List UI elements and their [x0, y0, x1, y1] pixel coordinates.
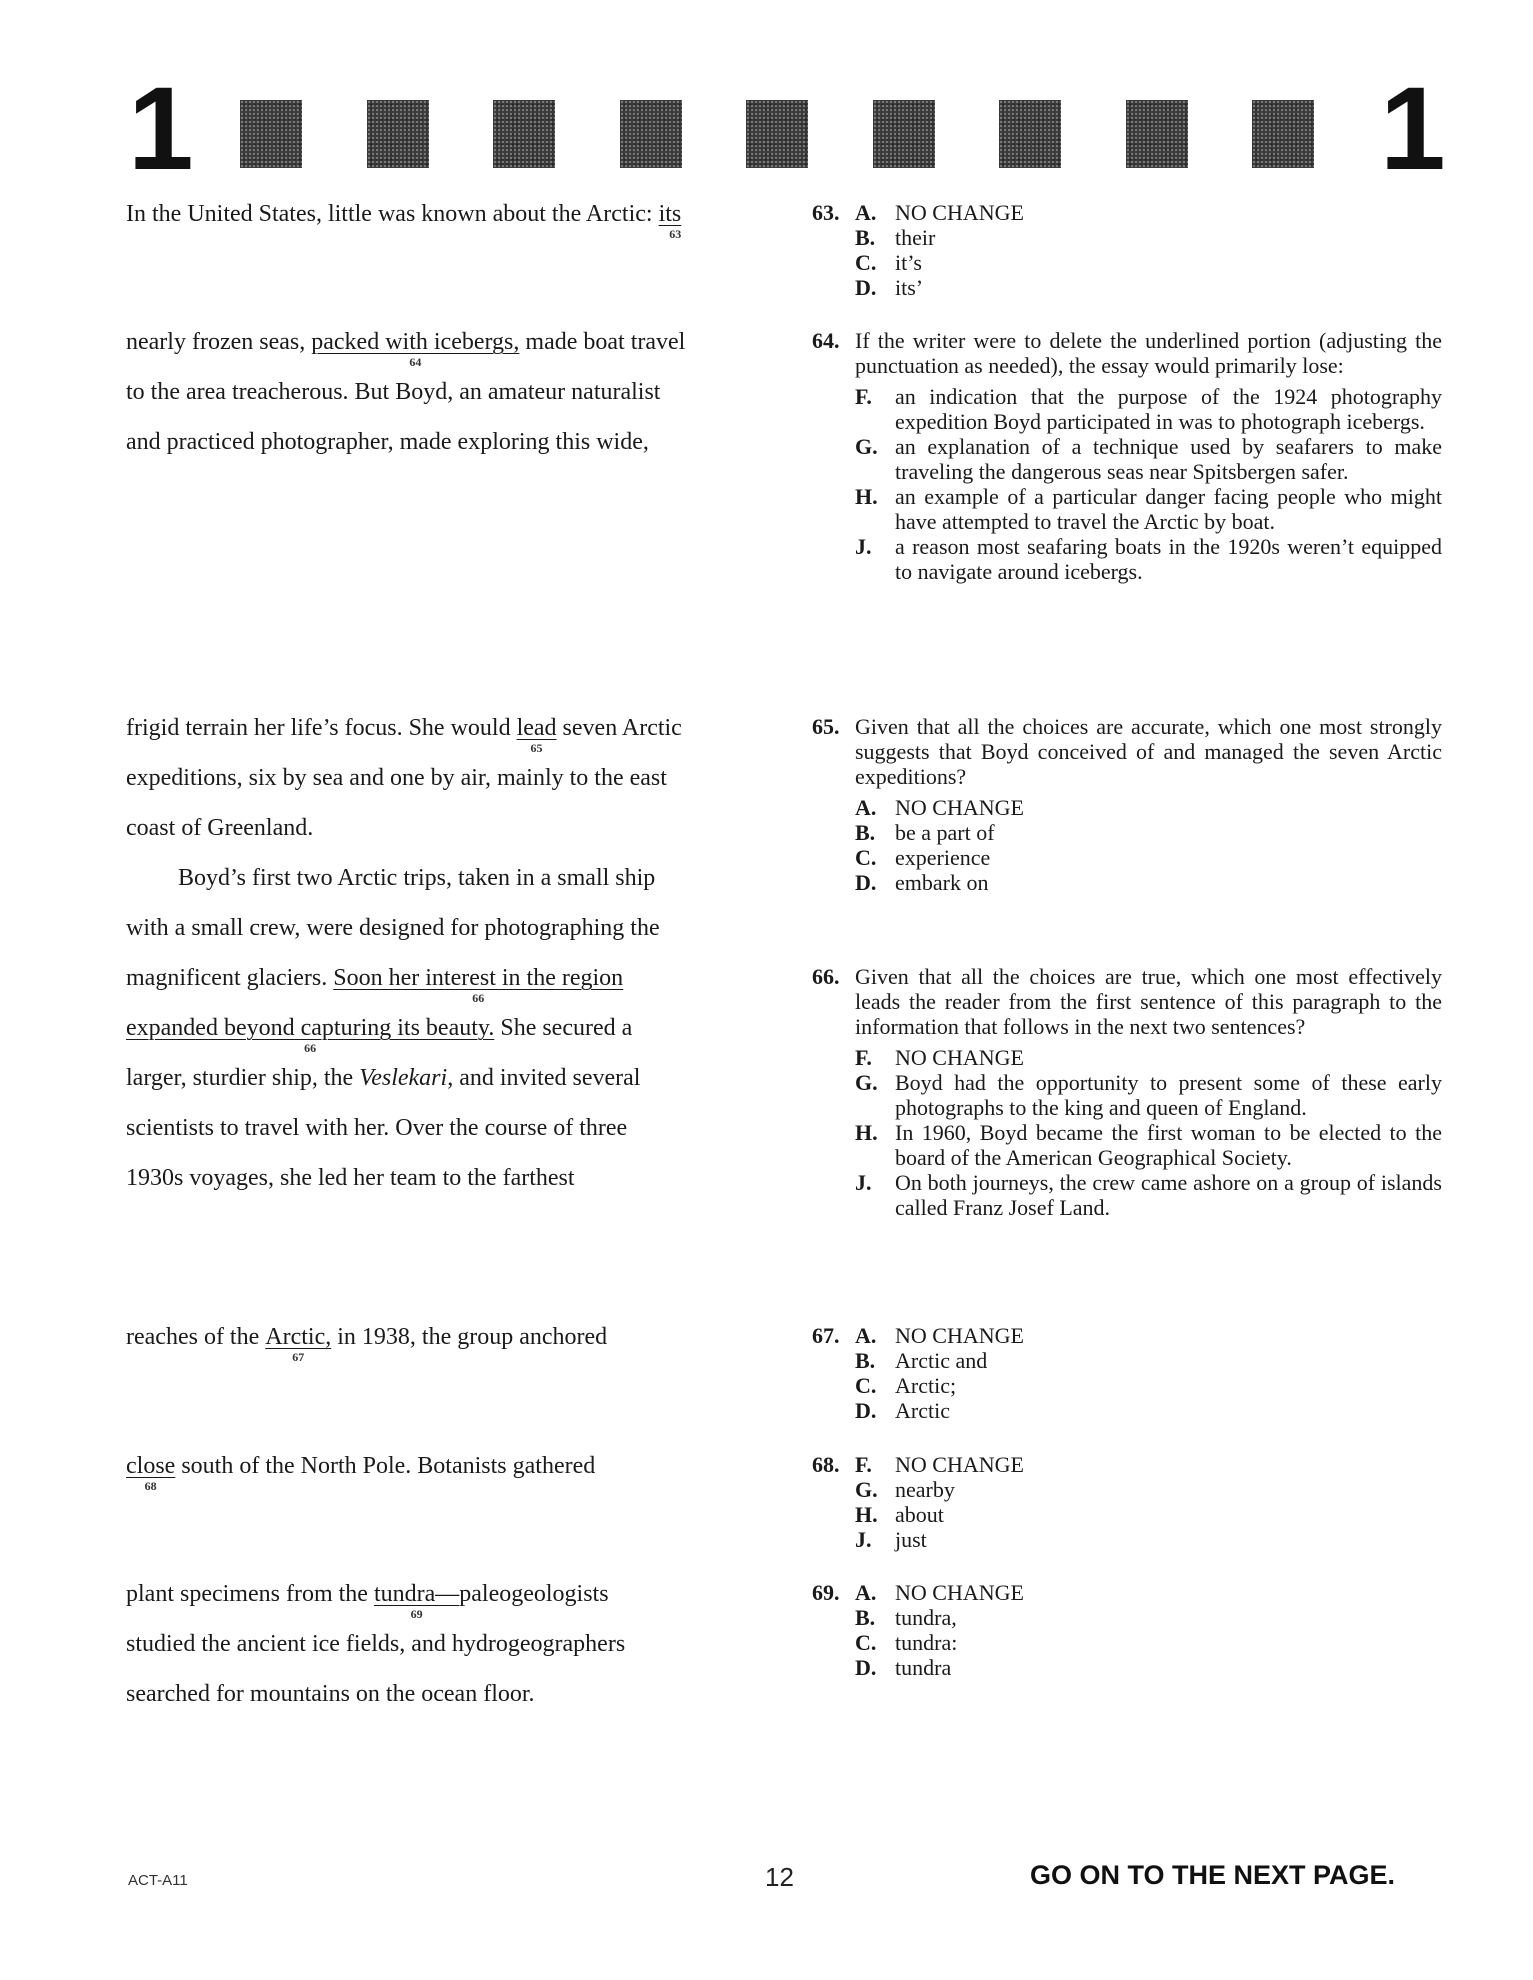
option-letter: G. [855, 434, 878, 459]
option-text: Arctic [895, 1398, 950, 1423]
answer-option-b[interactable] [855, 1348, 1442, 1373]
underlined-portion-65 [516, 714, 557, 755]
option-letter: H. [855, 1502, 878, 1527]
underlined-text: packed with icebergs, [311, 329, 520, 355]
question-ref-66: 66 [472, 991, 485, 1005]
option-letter: B. [855, 820, 876, 845]
answer-options [855, 384, 1442, 584]
option-text: be a part of [895, 820, 995, 845]
option-text: tundra [895, 1655, 952, 1680]
answer-option-d[interactable] [855, 870, 1442, 895]
question-ref-66: 66 [304, 1041, 317, 1055]
question-number: 66. [812, 964, 840, 989]
question-number: 67. [812, 1323, 840, 1348]
answer-option-d[interactable] [855, 275, 1442, 300]
passage-line [126, 1580, 609, 1621]
option-text: On both journeys, the crew came ashore on a group of islands called Franz Josef Land. [895, 1170, 1442, 1220]
option-letter: C. [855, 250, 877, 275]
option-letter: J. [855, 1527, 872, 1552]
question-65 [812, 714, 1442, 895]
option-letter: F. [855, 384, 872, 409]
passage-line: Boyd’s first two Arctic trips, taken in a small ship [178, 865, 656, 891]
underlined-portion-63 [658, 200, 682, 241]
ship-name: Veslekari [359, 1065, 448, 1091]
question-69 [812, 1580, 1442, 1680]
answer-option-a[interactable] [855, 1580, 1442, 1605]
answer-option-d[interactable] [855, 1398, 1442, 1423]
option-text: an indication that the purpose of the 1924 photography expedition Boyd participated in was to photograph icebergs. [895, 384, 1442, 434]
passage-line: and practiced photographer, made exploring this wide, [126, 429, 649, 455]
option-letter: D. [855, 1398, 877, 1423]
underlined-text: close [126, 1453, 176, 1479]
passage-line [126, 964, 624, 1005]
underlined-portion-66 [333, 964, 624, 1005]
passage-text: in 1938, the group anchored [331, 1324, 608, 1350]
option-letter: C. [855, 845, 877, 870]
underlined-portion-64 [311, 328, 520, 369]
answer-option-b[interactable] [855, 225, 1442, 250]
question-ref-64: 64 [409, 355, 422, 369]
passage-line [126, 1064, 640, 1092]
header-block [367, 100, 429, 168]
answer-option-c[interactable] [855, 250, 1442, 275]
passage-line: coast of Greenland. [126, 815, 314, 841]
underlined-text: lead [516, 715, 557, 741]
answer-options [855, 1045, 1442, 1220]
option-text: Arctic; [895, 1373, 957, 1398]
option-letter: D. [855, 1655, 877, 1680]
passage-text: paleogeologists [459, 1581, 609, 1607]
answer-option-h[interactable] [855, 484, 1442, 534]
question-63 [812, 200, 1442, 300]
answer-option-a[interactable] [855, 200, 1442, 225]
answer-option-j[interactable] [855, 534, 1442, 584]
passage-text: larger, sturdier ship, the [126, 1065, 360, 1091]
underlined-text: Arctic, [265, 1324, 332, 1350]
question-66 [812, 964, 1442, 1220]
answer-options [855, 795, 1442, 895]
header-block [240, 100, 302, 168]
underlined-text: Soon her interest in the region [333, 965, 624, 991]
option-text: about [895, 1502, 944, 1527]
header-block [999, 100, 1061, 168]
header-block [1252, 100, 1314, 168]
passage-line [126, 1014, 633, 1055]
passage-line: to the area treacherous. But Boyd, an amateur naturalist [126, 379, 661, 405]
question-number: 65. [812, 714, 840, 739]
underlined-text: its [658, 201, 682, 227]
option-text: experience [895, 845, 991, 870]
question-ref-67: 67 [292, 1350, 305, 1364]
passage-line: studied the ancient ice fields, and hydrogeographers [126, 1631, 626, 1657]
answer-option-f[interactable] [855, 384, 1442, 434]
passage-line [126, 714, 682, 755]
passage-line: searched for mountains on the ocean floor. [126, 1681, 535, 1707]
passage-text: magnificent glaciers. [126, 965, 334, 991]
option-letter: F. [855, 1045, 872, 1070]
answer-option-d[interactable] [855, 1655, 1442, 1680]
question-number: 69. [812, 1580, 840, 1605]
option-letter: D. [855, 275, 877, 300]
answer-option-b[interactable] [855, 1605, 1442, 1630]
passage-line [126, 200, 682, 241]
option-text: NO CHANGE [895, 1323, 1024, 1348]
underlined-text: expanded beyond capturing its beauty. [126, 1015, 495, 1041]
option-text: embark on [895, 870, 989, 895]
option-letter: J. [855, 1170, 872, 1195]
passage-text: south of the North Pole. Botanists gathered [175, 1453, 596, 1479]
passage-text: reaches of the [126, 1324, 266, 1350]
option-text: tundra, [895, 1605, 957, 1630]
answer-option-g[interactable] [855, 1477, 1442, 1502]
question-67 [812, 1323, 1442, 1423]
question-ref-68: 68 [144, 1479, 157, 1493]
underlined-portion-68 [126, 1452, 176, 1493]
underlined-portion-67 [265, 1323, 332, 1364]
option-text: NO CHANGE [895, 200, 1024, 225]
answer-option-h[interactable] [855, 1502, 1442, 1527]
option-text: it’s [895, 250, 922, 275]
answer-option-c[interactable] [855, 845, 1442, 870]
passage-line [126, 328, 686, 369]
header-block [493, 100, 555, 168]
section-number-left: 1 [128, 63, 194, 195]
option-letter: A. [855, 1580, 877, 1605]
option-text: NO CHANGE [895, 795, 1024, 820]
option-letter: A. [855, 795, 877, 820]
option-text: In 1960, Boyd became the first woman to be elected to the board of the American Geographical Society. [895, 1120, 1442, 1170]
passage-line: with a small crew, were designed for photographing the [126, 915, 660, 941]
answer-options [855, 1580, 1442, 1680]
answer-option-h[interactable] [855, 1120, 1442, 1170]
question-number: 64. [812, 328, 840, 353]
question-number: 63. [812, 200, 840, 225]
answer-option-f[interactable] [855, 1045, 1442, 1070]
option-text: just [895, 1527, 927, 1552]
question-number: 68. [812, 1452, 840, 1477]
question-64 [812, 328, 1442, 584]
option-letter: A. [855, 1323, 877, 1348]
option-text: their [895, 225, 936, 250]
option-letter: G. [855, 1070, 878, 1095]
option-text: Arctic and [895, 1348, 988, 1373]
option-letter: B. [855, 1605, 876, 1630]
option-letter: B. [855, 225, 876, 250]
header-block [873, 100, 935, 168]
answer-option-f[interactable] [855, 1452, 1442, 1477]
header-block [746, 100, 808, 168]
option-text: an example of a particular danger facing people who might have attempted to travel the Arctic by boat. [895, 484, 1442, 534]
answer-option-c[interactable] [855, 1373, 1442, 1398]
passage-text: frigid terrain her life’s focus. She would [126, 715, 517, 741]
header-block [620, 100, 682, 168]
passage-line [126, 1323, 608, 1364]
option-letter: C. [855, 1630, 877, 1655]
passage-text: made boat travel [519, 329, 686, 355]
question-stem: Given that all the choices are true, which one most effectively leads the reader from the first sentence of this paragraph to the information that follows in the next two sentences? [855, 964, 1442, 1039]
option-text: NO CHANGE [895, 1452, 1024, 1477]
option-letter: H. [855, 484, 878, 509]
form-code: ACT-A11 [128, 1872, 188, 1889]
option-letter: C. [855, 1373, 877, 1398]
answer-option-g[interactable] [855, 1070, 1442, 1120]
answer-option-g[interactable] [855, 434, 1442, 484]
option-text: tundra: [895, 1630, 958, 1655]
passage-text: , and invited several [447, 1065, 641, 1091]
question-stem: Given that all the choices are accurate, which one most strongly suggests that Boyd conceived of and managed the seven Arctic expeditions? [855, 714, 1442, 789]
option-letter: J. [855, 534, 872, 559]
answer-option-a[interactable] [855, 1323, 1442, 1348]
passage-line: expeditions, six by sea and one by air, mainly to the east [126, 765, 667, 791]
answer-options [855, 1323, 1442, 1423]
question-ref-69: 69 [410, 1607, 423, 1621]
option-text: NO CHANGE [895, 1045, 1024, 1070]
section-number-right: 1 [1380, 63, 1446, 195]
question-68 [812, 1452, 1442, 1552]
option-text: NO CHANGE [895, 1580, 1024, 1605]
option-text: a reason most seafaring boats in the 1920s weren’t equipped to navigate around icebergs. [895, 534, 1442, 584]
answer-option-j[interactable] [855, 1170, 1442, 1220]
passage-line [126, 1452, 596, 1493]
passage-text: She secured a [494, 1015, 633, 1041]
option-text: Boyd had the opportunity to present some of these early photographs to the king and queen of England. [895, 1070, 1442, 1120]
option-letter: A. [855, 200, 877, 225]
header-block [1126, 100, 1188, 168]
question-ref-63: 63 [669, 227, 682, 241]
option-text: its’ [895, 275, 924, 300]
option-text: nearby [895, 1477, 955, 1502]
passage-line: 1930s voyages, she led her team to the farthest [126, 1165, 575, 1191]
answer-option-c[interactable] [855, 1630, 1442, 1655]
passage-text: nearly frozen seas, [126, 329, 312, 355]
underlined-portion-66 [126, 1014, 495, 1055]
option-letter: D. [855, 870, 877, 895]
option-letter: H. [855, 1120, 878, 1145]
passage-text: In the United States, little was known about the Arctic: [126, 201, 659, 227]
option-letter: G. [855, 1477, 878, 1502]
passage-line: scientists to travel with her. Over the course of three [126, 1115, 628, 1141]
answer-option-j[interactable] [855, 1527, 1442, 1552]
answer-option-b[interactable] [855, 820, 1442, 845]
question-stem: If the writer were to delete the underlined portion (adjusting the punctuation as needed), the essay would primarily lose: [855, 328, 1442, 378]
passage-text: seven Arctic [556, 715, 682, 741]
next-page-notice: GO ON TO THE NEXT PAGE. [1030, 1860, 1396, 1890]
underlined-text: tundra— [373, 1581, 460, 1607]
page-number: 12 [765, 1862, 794, 1892]
option-letter: F. [855, 1452, 872, 1477]
answer-option-a[interactable] [855, 795, 1442, 820]
option-text: an explanation of a technique used by seafarers to make traveling the dangerous seas near Spitsbergen safer. [895, 434, 1442, 484]
passage-text: plant specimens from the [126, 1581, 374, 1607]
answer-options [855, 1452, 1442, 1552]
underlined-portion-69 [373, 1580, 460, 1621]
option-letter: B. [855, 1348, 876, 1373]
answer-options [855, 200, 1442, 300]
question-ref-65: 65 [530, 741, 543, 755]
